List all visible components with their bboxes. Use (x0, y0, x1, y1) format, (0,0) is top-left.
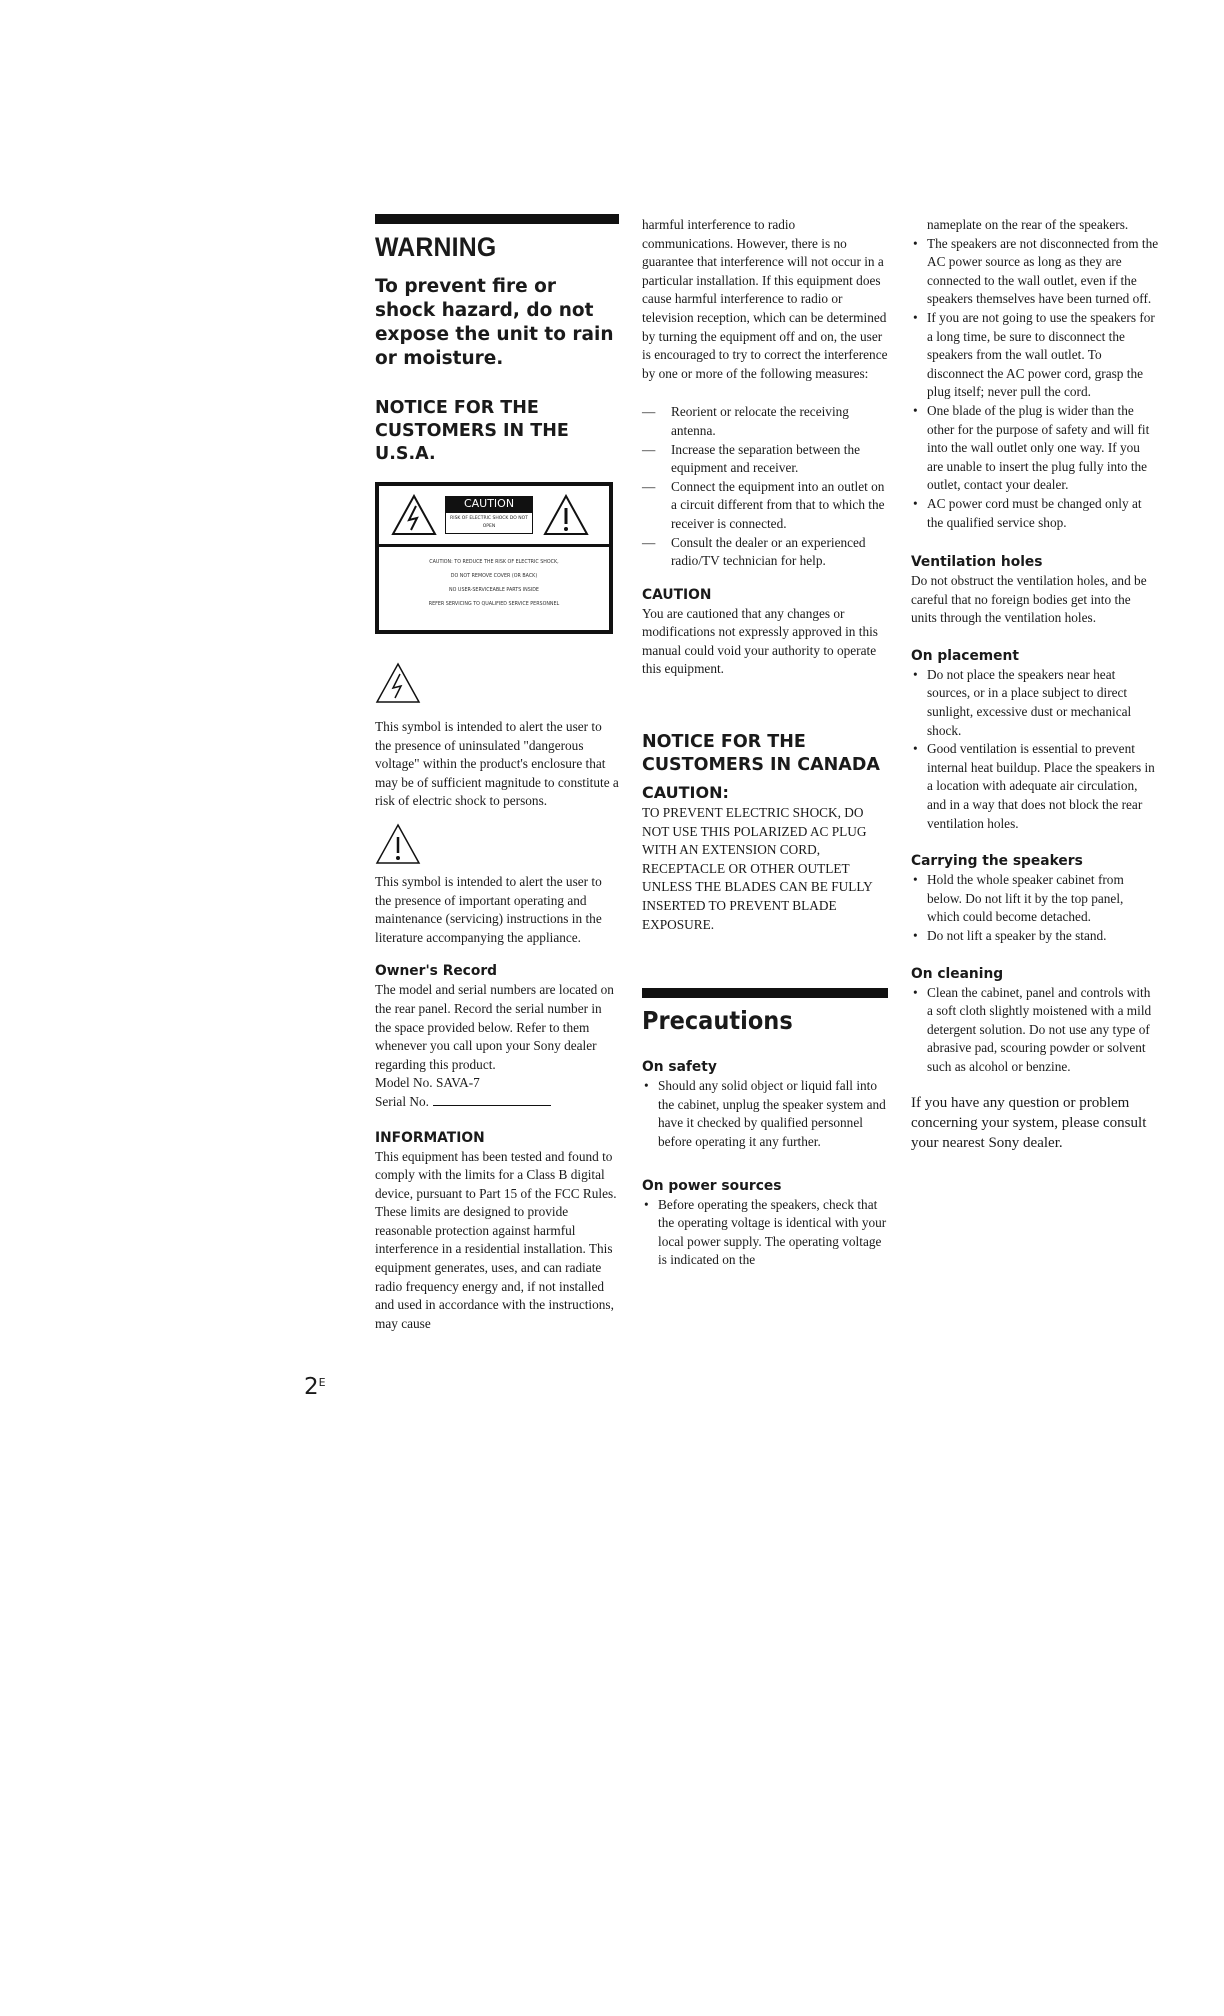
list-item: — Increase the separation between the equipment and receiver. (642, 441, 888, 478)
list-item: • Hold the whole speaker cabinet from below. Do not lift it by the top panel, which could become detached. (911, 871, 1159, 927)
list-item: • AC power cord must be changed only at the qualified service shop. (911, 495, 1159, 532)
page-number: $2^E$ (304, 1374, 326, 1400)
list-item: • Clean the cabinet, panel and controls with a soft cloth slightly moistened with a mild detergent solution. Do not use any type of abrasive pad, scouring powder or solvent such as alcohol or benzine. (911, 984, 1159, 1077)
list-item: • The speakers are not disconnected from the AC power source as long as they are connected to the wall outlet, even if the speakers themselves have been turned off. (911, 235, 1159, 309)
ventilation-holes-text: Do not obstruct the ventilation holes, and be careful that no foreign bodies get into the units through the ventilation holes. (911, 573, 1147, 626)
on-safety-title: On safety (642, 1059, 717, 1076)
canada-caution-text: TO PREVENT ELECTRIC SHOCK, DO NOT USE THIS POLARIZED AC PLUG WITH AN EXTENSION CORD, RECEPTACLE OR OTHER OUTLET UNLESS THE BLADES CAN BE FULLY INSERTED TO PREVENT BLADE EXPOSURE. (642, 805, 873, 932)
list-item: • Do not place the speakers near heat sources, or in a place subject to direct sunlight, excessive dust or mechanical shock. (911, 666, 1159, 740)
interference-measures-list (642, 403, 888, 570)
on-placement-title: On placement (911, 647, 1019, 664)
carrying-speakers-title: Carrying the speakers (911, 853, 1083, 870)
notice-canada-title: NOTICE FOR THE CUSTOMERS IN CANADA (642, 732, 880, 776)
exclamation-warning-icon (543, 494, 589, 536)
symbol2-text: This symbol is intended to alert the user to the presence of important operating and maintenance (servicing) instructions in the literature accompanying the appliance. (375, 873, 602, 945)
power-list-continued (911, 235, 1159, 533)
list-item: — Consult the dealer or an experienced radio/TV technician for help. (642, 534, 888, 571)
column-middle (642, 216, 888, 1270)
warning-text: To prevent fire or shock hazard, do not expose the unit to rain or moisture. (375, 276, 614, 369)
safety-list (642, 1077, 888, 1151)
list-item: — Connect the equipment into an outlet on a circuit different from that to which the receiver is connected. (642, 478, 888, 534)
warning-title: WARNING (375, 232, 497, 262)
list-item: • Before operating the speakers, check that the operating voltage is identical with your local power supply. The operating voltage is indicated on the (642, 1196, 888, 1270)
power-list (642, 1196, 888, 1270)
on-power-sources-title: On power sources (642, 1177, 782, 1194)
placement-list (911, 666, 1159, 833)
owners-record-title: Owner's Record (375, 963, 498, 980)
list-item: • Good ventilation is essential to prevent internal heat buildup. Place the speakers in a location with adequate air circulation, and in a way that does not block the rear ventilation holes. (911, 740, 1159, 833)
notice-usa-title: NOTICE FOR THE CUSTOMERS IN THE U.S.A. (375, 398, 569, 464)
list-item: • Should any solid object or liquid fall into the cabinet, unplug the speaker system and have it checked by qualified personnel before operating it any further. (642, 1077, 888, 1151)
caution-small-text: RISK OF ELECTRIC SHOCK DO NOT OPEN (445, 512, 533, 534)
fcc-continued-text: harmful interference to radio communications. However, there is no guarantee that interference will not occur in a particular installation. If this equipment does cause harmful interference to radio or television reception, which can be determined by turning the equipment off and on, the user is encouraged to try to correct the interference by one or more of the following measures: (642, 217, 888, 381)
carrying-list (911, 871, 1159, 945)
list-item: • Do not lift a speaker by the stand. (911, 927, 1159, 946)
caution-label: CAUTION (445, 496, 533, 512)
section-rule (642, 988, 888, 998)
model-number: Model No. SAVA-7 (375, 1075, 480, 1091)
caution-instructions: CAUTION: TO REDUCE THE RISK OF ELECTRIC SHOCK, DO NOT REMOVE COVER (OR BACK) NO USER-SERVICEABLE PARTS INSIDE REFER SERVICING TO QUALIFIED SERVICE PERSONNEL (428, 560, 560, 607)
precautions-title: Precautions (642, 1006, 793, 1036)
exclamation-symbol-icon (375, 823, 421, 865)
owners-record-text: The model and serial numbers are located on the rear panel. Record the serial number in the space provided below. Refer to them whenever you call upon your Sony dealer regarding this product. (375, 982, 614, 1072)
column-left (375, 214, 619, 1333)
page-language-suffix: E (318, 1376, 326, 1389)
list-item: • One blade of the plug is wider than the other for the purpose of safety and will fit into the wall outlet only one way. If you are unable to insert the plug fully into the outlet, contact your dealer. (911, 402, 1159, 495)
closing-text: If you have any question or problem concerning your system, please consult your nearest Sony dealer. (911, 1094, 1147, 1151)
list-item: • If you are not going to use the speakers for a long time, be sure to disconnect the speakers from the wall outlet. To disconnect the AC power cord, grasp the plug itself; never pull the cord. (911, 309, 1159, 402)
column-right (911, 216, 1159, 1153)
on-cleaning-title: On cleaning (911, 965, 1004, 982)
power-continued-text: nameplate on the rear of the speakers. (927, 217, 1129, 232)
section-rule (375, 214, 619, 224)
electric-shock-symbol-icon (375, 662, 421, 704)
information-title: INFORMATION (375, 1129, 485, 1146)
caution-text: You are cautioned that any changes or modifications not expressly approved in this manual could void your authority to operate this equipment. (642, 605, 878, 677)
ventilation-holes-title: Ventilation holes (911, 554, 1043, 571)
caution-label-box (375, 482, 613, 634)
serial-number-blank (433, 1093, 551, 1106)
information-text: This equipment has been tested and found to comply with the limits for a Class B digital device, pursuant to Part 15 of the FCC Rules. These limits are designed to provide reasonable protection against harmful interference in a residential installation. This equipment generates, uses, and can radiate radio frequency energy and, if not installed and used in accordance with the instructions, may cause (375, 1148, 617, 1331)
caution-title: CAUTION (642, 586, 712, 603)
list-item: — Reorient or relocate the receiving antenna. (642, 403, 888, 440)
cleaning-list (911, 984, 1159, 1077)
canada-caution-title: CAUTION: (642, 783, 729, 803)
serial-number-row: Serial No. (375, 1093, 619, 1112)
electric-shock-warning-icon (391, 494, 437, 536)
symbol1-text: This symbol is intended to alert the user to the presence of uninsulated "dangerous voltage" within the product's enclosure that may be of sufficient magnitude to constitute a risk of electric shock to persons. (375, 719, 619, 809)
